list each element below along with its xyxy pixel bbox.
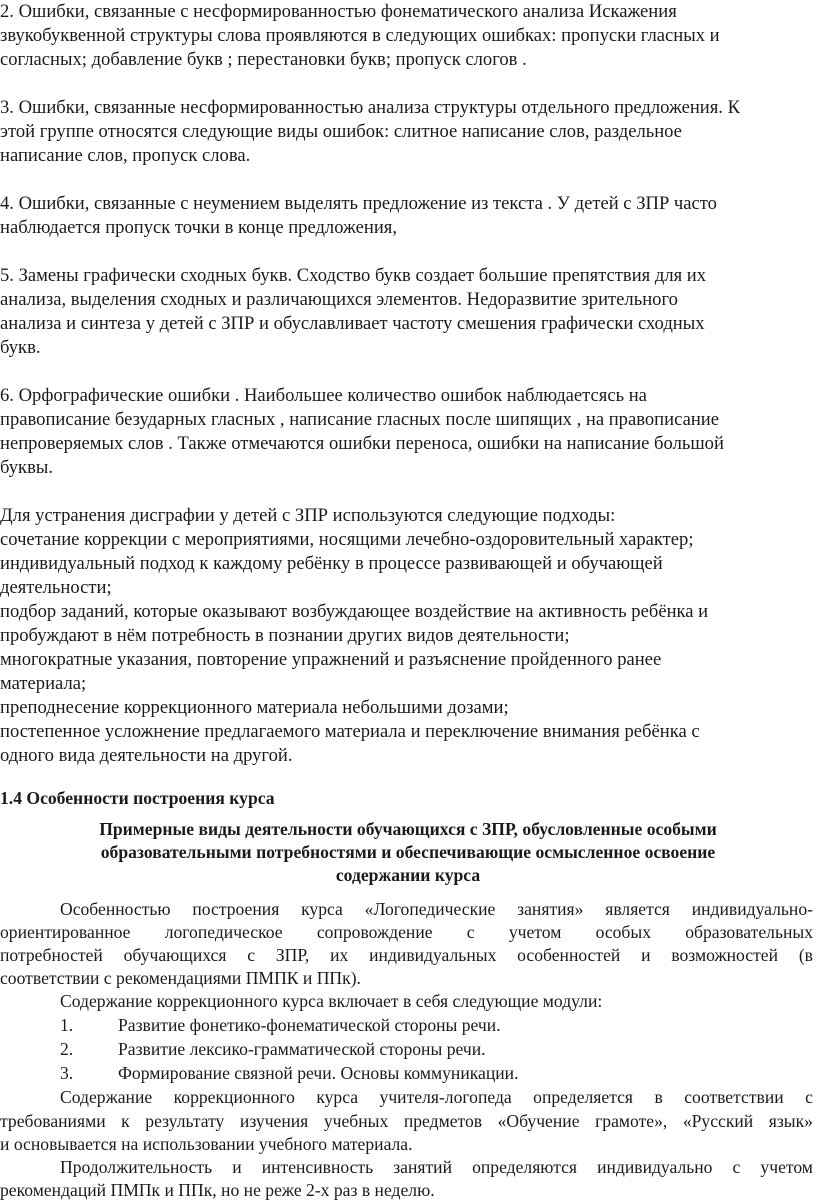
text-line: непроверяемых слов . Также отмечаются ошибки переноса, ошибки на написание большой bbox=[0, 433, 724, 454]
subheading-line: содержании курса bbox=[335, 865, 481, 885]
text-line: написание слов, пропуск слова. bbox=[0, 145, 251, 166]
list-item: Развитие лексико-грамматической стороны речи. bbox=[118, 1039, 486, 1059]
word: курса bbox=[316, 1087, 359, 1107]
word: индивидуально- bbox=[691, 899, 813, 919]
word: грамоте», bbox=[595, 1111, 668, 1131]
word: определяются bbox=[472, 1157, 577, 1177]
paragraph-line bbox=[0, 921, 813, 943]
word: (в bbox=[798, 945, 813, 965]
text-line: индивидуальный подход к каждому ребёнку в процессе развивающей и обучающей bbox=[0, 553, 663, 574]
word: учетом bbox=[760, 1157, 813, 1177]
word: учетом bbox=[508, 922, 562, 942]
word: индивидуальных bbox=[369, 945, 497, 965]
text-line: многократные указания, повторение упражнений и разъяснение пройденного ранее bbox=[0, 649, 662, 670]
word: курса bbox=[301, 899, 343, 919]
subheading-line: образовательными потребностями и обеспечивающие осмысленное освоение bbox=[100, 842, 716, 862]
text-line: согласных; добавление букв ; перестановки букв; пропуск слогов . bbox=[0, 49, 527, 70]
subheading-line: Примерные виды деятельности обучающихся с ЗПР, обусловленные особыми bbox=[99, 819, 717, 839]
paragraph-line: и основывается на использовании учебного материала. bbox=[0, 1134, 413, 1154]
text-line: 4. Ошибки, связанные с неумением выделять предложение из текста . У детей с ЗПР часто bbox=[0, 193, 717, 214]
text-line: материала; bbox=[0, 673, 87, 694]
text-line: буквы. bbox=[0, 457, 54, 478]
word: ориентированное bbox=[0, 922, 131, 942]
word: и bbox=[232, 1157, 242, 1177]
text-line: букв. bbox=[0, 337, 41, 358]
text-line: пробуждают в нём потребность в познании других видов деятельности; bbox=[0, 625, 570, 646]
text-line: наблюдается пропуск точки в конце предложения, bbox=[0, 217, 398, 238]
word: логопедическое bbox=[164, 922, 283, 942]
text-line: 6. Орфографические ошибки . Наибольшее количество ошибок наблюдаетсясь на bbox=[0, 385, 647, 406]
word: учителя-логопеда bbox=[379, 1087, 512, 1107]
list-item: Развитие фонетико-фонематической стороны речи. bbox=[118, 1015, 501, 1035]
word: обучающихся bbox=[123, 945, 227, 965]
word: соответствии bbox=[684, 1087, 784, 1107]
section-heading: 1.4 Особенности построения курса bbox=[0, 788, 275, 808]
text-line: правописание безударных гласных , написание гласных после шипящих , на правописание bbox=[0, 409, 719, 430]
word: сопровождение bbox=[316, 922, 433, 942]
paragraph-line bbox=[60, 898, 813, 920]
word: и bbox=[641, 945, 651, 965]
paragraph-line bbox=[0, 1110, 813, 1132]
paragraph-line: соответствии с рекомендациями ПМПК и ППк). bbox=[0, 968, 361, 988]
word: потребностей bbox=[0, 945, 103, 965]
text-line: 5. Замены графически сходных букв. Сходство букв создает большие препятствия для их bbox=[0, 265, 707, 286]
word: индивидуально bbox=[597, 1157, 713, 1177]
word: занятия» bbox=[517, 899, 584, 919]
word: интенсивность bbox=[261, 1157, 374, 1177]
word: образовательных bbox=[685, 922, 813, 942]
word: коррекционного bbox=[173, 1087, 295, 1107]
text-line: анализа, выделения сходных и различающихся элементов. Недоразвитие зрительного bbox=[0, 289, 678, 310]
list-item-number: 3. bbox=[60, 1063, 74, 1083]
word: является bbox=[605, 899, 670, 919]
word: с bbox=[805, 1087, 813, 1107]
word: результату bbox=[145, 1111, 225, 1131]
modules-intro: Содержание коррекционного курса включает в себя следующие модули: bbox=[60, 991, 603, 1011]
word: построения bbox=[192, 899, 280, 919]
word: предметов bbox=[403, 1111, 483, 1131]
word: особенностей bbox=[517, 945, 621, 965]
word: изучения bbox=[239, 1111, 309, 1131]
text-line: 3. Ошибки, связанные несформированностью анализа структуры отдельного предложения. К bbox=[0, 97, 740, 118]
list-item-number: 1. bbox=[60, 1015, 74, 1035]
word: «Русский bbox=[682, 1111, 754, 1131]
text-line: звукобуквенной структуры слова проявляются в следующих ошибках: пропуски гласных и bbox=[0, 25, 720, 46]
word: определяется bbox=[533, 1087, 634, 1107]
word: в bbox=[654, 1087, 663, 1107]
text-line: подбор заданий, которые оказывают возбуждающее воздействие на активность ребёнка и bbox=[0, 601, 709, 622]
word: учебных bbox=[323, 1111, 389, 1131]
word: с bbox=[466, 922, 475, 942]
word: их bbox=[330, 945, 349, 965]
text-line: сочетание коррекции с мероприятиями, носящими лечебно-оздоровительный характер; bbox=[0, 529, 694, 550]
word: возможностей bbox=[671, 945, 779, 965]
word: особых bbox=[595, 922, 651, 942]
paragraph-line bbox=[60, 1086, 813, 1108]
text-line: одного вида деятельности на другой. bbox=[0, 745, 293, 766]
text-line: 2. Ошибки, связанные с несформированностью фонематического анализа Искажения bbox=[0, 1, 677, 22]
list-item-number: 2. bbox=[60, 1039, 74, 1059]
word: Продолжительность bbox=[60, 1157, 213, 1177]
text-line: этой группе относятся следующие виды ошибок: слитное написание слов, раздельное bbox=[0, 121, 682, 142]
text-line: постепенное усложнение предлагаемого материала и переключение внимания ребёнка с bbox=[0, 721, 700, 742]
word: ЗПР, bbox=[275, 945, 310, 965]
paragraph-line bbox=[0, 944, 813, 966]
text-line: деятельности; bbox=[0, 577, 112, 598]
word: Особенностью bbox=[60, 899, 171, 919]
text-line: Для устранения дисграфии у детей с ЗПР используются следующие подходы: bbox=[0, 505, 616, 526]
word: Содержание bbox=[60, 1087, 153, 1107]
text-line: анализа и синтеза у детей с ЗПР и обуславливает частоту смешения графически сходных bbox=[0, 313, 705, 334]
word: «Логопедические bbox=[364, 899, 496, 919]
word: язык» bbox=[768, 1111, 813, 1131]
word: с bbox=[247, 945, 256, 965]
word: «Обучение bbox=[497, 1111, 580, 1131]
word: занятий bbox=[393, 1157, 452, 1177]
word: требованиями bbox=[0, 1111, 106, 1131]
text-line: преподнесение коррекционного материала небольшими дозами; bbox=[0, 697, 509, 718]
paragraph-line bbox=[60, 1156, 813, 1178]
paragraph-line: рекомендаций ПМПк и ППк, но не реже 2-х раз в неделю. bbox=[0, 1180, 435, 1200]
word: к bbox=[121, 1111, 130, 1131]
list-item: Формирование связной речи. Основы коммуникации. bbox=[118, 1063, 519, 1083]
word: с bbox=[732, 1157, 741, 1177]
